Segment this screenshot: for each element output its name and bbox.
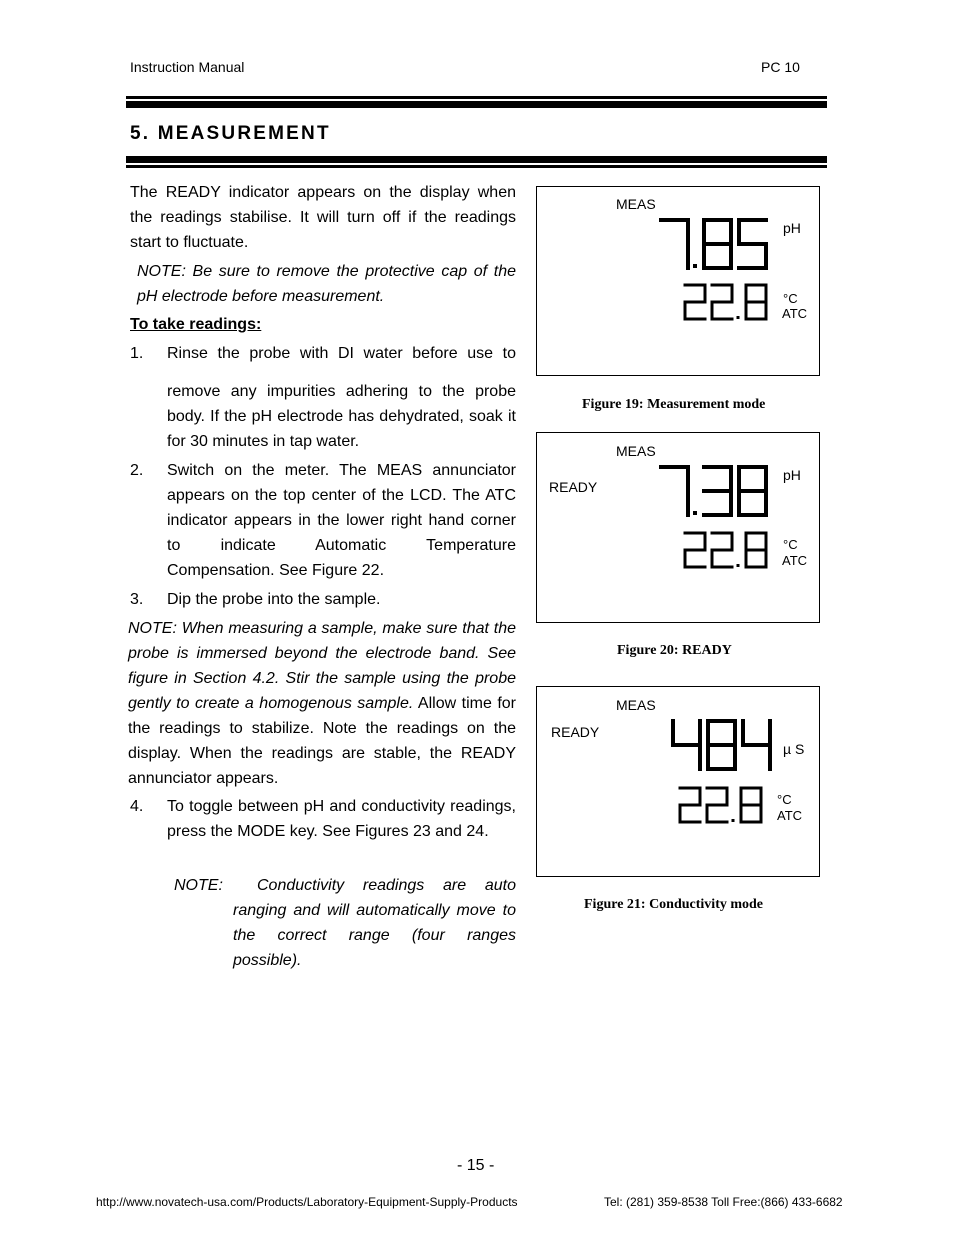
unit-label: µ S xyxy=(783,741,805,757)
lcd-figure-19 xyxy=(536,186,820,376)
top-rule-thin xyxy=(126,96,827,99)
temp-unit-label: °C xyxy=(783,537,798,552)
temperature-digits xyxy=(685,533,773,570)
unit-label: pH xyxy=(783,220,801,236)
meas-annunciator: MEAS xyxy=(616,697,656,713)
lcd-digit xyxy=(739,467,766,515)
lcd-digit xyxy=(704,220,731,268)
footer-telephone: Tel: (281) 359-8538 Toll Free:(866) 433-6682 xyxy=(604,1195,843,1209)
decimal-point xyxy=(693,511,697,515)
step-4-text: To toggle between pH and conductivity readings, press the MODE key. See Figures 23 and 24. xyxy=(167,798,516,840)
note-conductivity-text: Conductivity readings are auto ranging and will automatically move to the correct range (four ranges possible). xyxy=(233,877,516,969)
unit-label: pH xyxy=(783,467,801,483)
step-4-number: 4. xyxy=(130,798,144,815)
subheading-take-readings: To take readings: xyxy=(130,316,262,333)
step-1-number: 1. xyxy=(130,345,144,362)
step-1-text: remove any impurities adhering to the probe body. If the pH electrode has dehydrated, soak it for 30 minutes in tap water. xyxy=(167,383,516,450)
lcd-digit xyxy=(708,721,735,769)
lcd-digit xyxy=(685,285,705,319)
bottom-rule-thick xyxy=(126,156,827,163)
lcd-digit xyxy=(685,533,705,567)
lcd-digit xyxy=(704,467,731,515)
ready-annunciator: READY xyxy=(551,724,600,740)
lcd-digit xyxy=(661,467,688,515)
step-1-first-line: Rinse the probe with DI water before use to xyxy=(167,345,516,362)
figure-19-caption: Figure 19: Measurement mode xyxy=(582,397,766,412)
top-rule-thick xyxy=(126,101,827,108)
note-measuring-sample xyxy=(128,616,516,791)
step-3-number: 3. xyxy=(130,591,144,608)
figure-20-caption: Figure 20: READY xyxy=(617,643,732,658)
bottom-rule-thin xyxy=(126,165,827,168)
lcd-digit xyxy=(707,788,727,822)
temp-unit-label: °C xyxy=(777,792,792,807)
main-reading-digits xyxy=(661,467,774,519)
header-left: Instruction Manual xyxy=(130,59,245,75)
note-measuring-plain: Allow time for the readings to stabilize. Note the readings on the display. When the readings are stable, the READY annunciator appears. xyxy=(128,695,517,787)
note-protective-cap: NOTE: Be sure to remove the protective cap of the pH electrode before measurement. xyxy=(137,263,516,305)
section-title: 5. MEASUREMENT xyxy=(130,123,331,144)
temp-unit-label: °C xyxy=(783,291,798,306)
step-3-text: Dip the probe into the sample. xyxy=(167,591,381,608)
main-reading-digits xyxy=(673,721,778,773)
intro-paragraph: The READY indicator appears on the display when the readings stabilise. It will turn off if the readings start to fluctuate. xyxy=(130,184,516,251)
temperature-digits xyxy=(680,788,768,825)
lcd-digit xyxy=(746,285,766,319)
decimal-point xyxy=(737,564,740,567)
main-reading-digits xyxy=(661,220,774,272)
lcd-digit xyxy=(743,721,770,769)
step-2-number: 2. xyxy=(130,462,144,479)
page-number: - 15 - xyxy=(457,1157,495,1174)
figure-21-caption: Figure 21: Conductivity mode xyxy=(584,897,764,912)
lcd-digit xyxy=(741,788,761,822)
footer-url[interactable]: http://www.novatech-usa.com/Products/Laboratory-Equipment-Supply-Products xyxy=(96,1195,518,1209)
lcd-digit xyxy=(712,533,732,567)
ready-annunciator: READY xyxy=(549,479,598,495)
header-right: PC 10 xyxy=(761,59,800,75)
meas-annunciator: MEAS xyxy=(616,443,656,459)
decimal-point xyxy=(737,316,740,319)
atc-indicator: ATC xyxy=(782,553,808,568)
lcd-digit xyxy=(673,721,700,769)
decimal-point xyxy=(732,819,735,822)
atc-indicator: ATC xyxy=(782,306,808,321)
meas-annunciator: MEAS xyxy=(616,196,656,212)
lcd-figure-20 xyxy=(536,432,820,623)
atc-indicator: ATC xyxy=(777,808,803,823)
note-measuring-italic: NOTE: When measuring a sample, make sure that the probe is immersed beyond the electrode band. See figure in Section 4.2. Stir the sample using the probe gently to create a homogenous sample. xyxy=(128,620,516,712)
lcd-figure-21 xyxy=(536,686,820,877)
lcd-digit xyxy=(739,220,766,268)
lcd-digit xyxy=(712,285,732,319)
decimal-point xyxy=(693,264,697,268)
lcd-digit xyxy=(680,788,700,822)
temperature-digits xyxy=(685,285,773,322)
note-conductivity-label: NOTE: xyxy=(174,877,223,894)
step-2-text: Switch on the meter. The MEAS annunciator appears on the top center of the LCD. The ATC indicator appears in the lower right hand corner to indicate Automatic Temperature Compensation. See Figure 22. xyxy=(167,462,516,579)
lcd-digit xyxy=(661,220,688,268)
lcd-digit xyxy=(746,533,766,567)
